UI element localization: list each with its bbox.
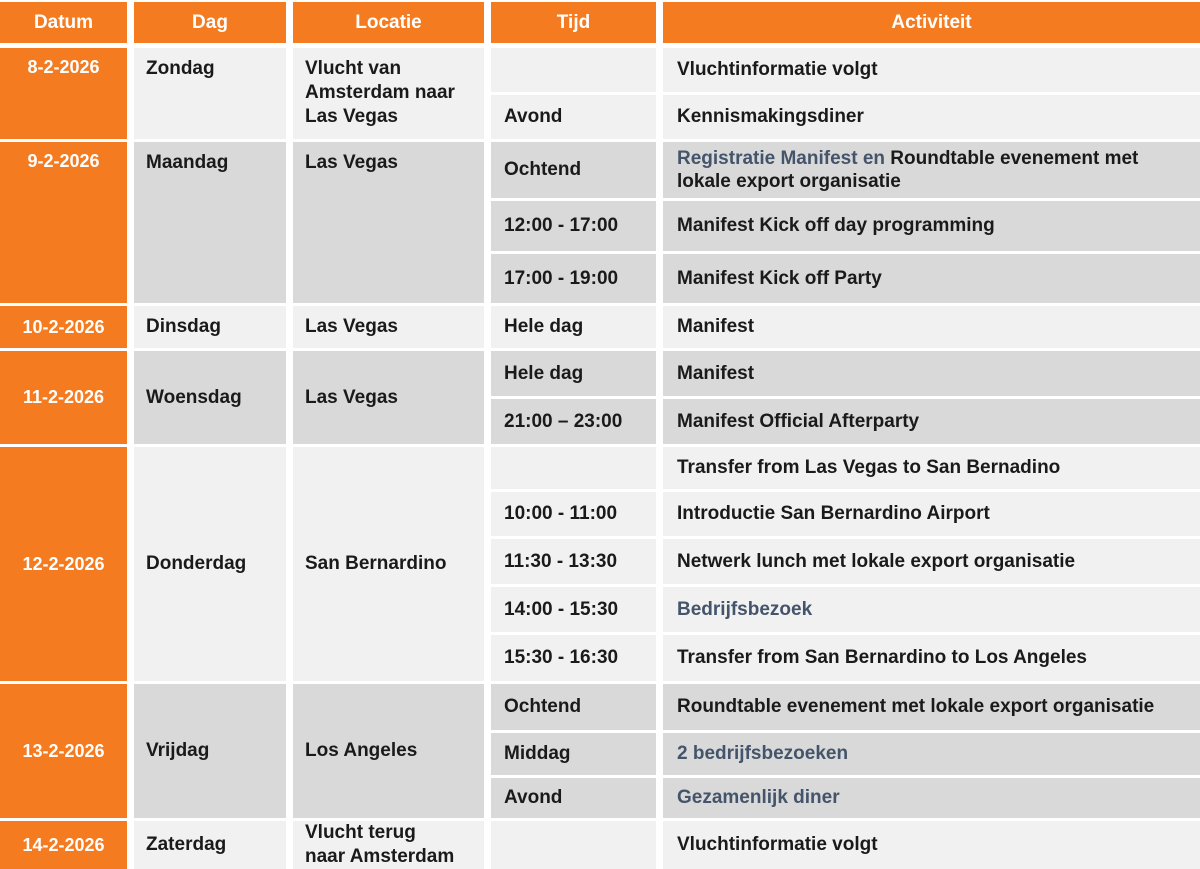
activity-text	[677, 598, 812, 621]
activity-cell	[663, 351, 1200, 396]
activity-text-part: Gezamenlijk diner	[677, 787, 840, 809]
activity-text-part: 2 bedrijfsbezoeken	[677, 743, 849, 765]
activity-cell	[663, 447, 1200, 489]
schedule-subrow	[491, 492, 1200, 536]
activity-text-part: Bedrijfsbezoek	[677, 598, 813, 620]
date-group-row	[0, 821, 1200, 869]
day-cell: Woensdag	[134, 351, 286, 444]
day-cell: Zondag	[134, 48, 286, 139]
activity-cell	[663, 492, 1200, 536]
activity-text-part: Registratie Manifest en	[677, 147, 891, 169]
activity-text	[677, 742, 848, 765]
time-cell: Avond	[491, 95, 656, 139]
activity-text	[677, 214, 995, 237]
activity-text-part: Vluchtinformatie volgt	[677, 834, 878, 856]
table-header-row	[0, 2, 1200, 43]
subrow-stack	[491, 684, 1200, 818]
header-cell-activiteit: Activiteit	[663, 2, 1200, 43]
time-cell	[491, 48, 656, 92]
activity-text	[677, 147, 1180, 194]
activity-cell	[663, 254, 1200, 303]
activity-text-part: Transfer from Las Vegas to San Bernadino	[677, 457, 1061, 479]
schedule-subrow	[491, 587, 1200, 632]
schedule-subrow	[491, 447, 1200, 489]
activity-text-part: Transfer from San Bernardino to Los Angeles	[677, 647, 1087, 669]
activity-cell	[663, 95, 1200, 139]
activity-text-part: Kennismakingsdiner	[677, 106, 864, 128]
subrow-stack	[491, 351, 1200, 444]
day-cell: Maandag	[134, 142, 286, 303]
date-cell: 8-2-2026	[0, 48, 127, 139]
date-group-row	[0, 447, 1200, 681]
activity-text-part: Roundtable evenement met lokale export organisatie	[677, 147, 1139, 192]
activity-text	[677, 502, 990, 525]
day-cell: Donderdag	[134, 447, 286, 681]
activity-text	[677, 456, 1060, 479]
activity-text	[677, 410, 919, 433]
time-cell: 12:00 - 17:00	[491, 201, 656, 251]
activity-text	[677, 646, 1087, 669]
activity-text-part: Manifest Official Afterparty	[677, 410, 920, 432]
time-cell: Middag	[491, 733, 656, 775]
activity-text-part: Manifest Kick off day programming	[677, 215, 995, 237]
date-group-row	[0, 142, 1200, 303]
location-cell: Vlucht terug naar Amsterdam	[293, 821, 484, 869]
activity-cell	[663, 635, 1200, 681]
activity-text	[677, 58, 878, 81]
schedule-subrow	[491, 95, 1200, 139]
schedule-subrow	[491, 821, 1200, 869]
time-cell: Hele dag	[491, 351, 656, 396]
subrow-stack	[491, 821, 1200, 869]
activity-cell	[663, 778, 1200, 818]
date-group-row	[0, 48, 1200, 139]
subrow-stack	[491, 48, 1200, 139]
day-cell: Vrijdag	[134, 684, 286, 818]
schedule-subrow	[491, 48, 1200, 92]
activity-cell	[663, 142, 1200, 198]
time-cell: 15:30 - 16:30	[491, 635, 656, 681]
location-cell: Las Vegas	[293, 306, 484, 348]
activity-cell	[663, 201, 1200, 251]
activity-cell	[663, 306, 1200, 348]
activity-cell	[663, 821, 1200, 869]
activity-cell	[663, 733, 1200, 775]
activity-cell	[663, 684, 1200, 730]
schedule-subrow	[491, 142, 1200, 198]
time-cell: Avond	[491, 778, 656, 818]
time-cell	[491, 821, 656, 869]
day-cell: Dinsdag	[134, 306, 286, 348]
activity-cell	[663, 587, 1200, 632]
activity-text-part: Vluchtinformatie volgt	[677, 59, 878, 81]
time-cell: Ochtend	[491, 142, 656, 198]
schedule-subrow	[491, 201, 1200, 251]
header-cell-locatie: Locatie	[293, 2, 484, 43]
time-cell	[491, 447, 656, 489]
location-cell: Los Angeles	[293, 684, 484, 818]
table-body	[0, 48, 1200, 869]
activity-text	[677, 362, 754, 385]
subrow-stack	[491, 447, 1200, 681]
time-cell: 14:00 - 15:30	[491, 587, 656, 632]
activity-text-part: Manifest	[677, 316, 755, 338]
schedule-subrow	[491, 351, 1200, 396]
date-group-row	[0, 306, 1200, 348]
time-cell: Hele dag	[491, 306, 656, 348]
activity-text	[677, 550, 1075, 573]
date-group-row	[0, 684, 1200, 818]
subrow-stack	[491, 306, 1200, 348]
activity-text	[677, 267, 882, 290]
activity-text	[677, 833, 878, 856]
schedule-subrow	[491, 399, 1200, 444]
activity-text-part: Netwerk lunch met lokale export organisatie	[677, 550, 1076, 572]
date-group-row	[0, 351, 1200, 444]
date-cell: 11-2-2026	[0, 351, 127, 444]
location-cell: Las Vegas	[293, 351, 484, 444]
time-cell: 10:00 - 11:00	[491, 492, 656, 536]
schedule-subrow	[491, 306, 1200, 348]
activity-cell	[663, 48, 1200, 92]
header-cell-dag: Dag	[134, 2, 286, 43]
time-cell: 11:30 - 13:30	[491, 539, 656, 584]
activity-text	[677, 695, 1154, 718]
date-cell: 12-2-2026	[0, 447, 127, 681]
activity-text-part: Roundtable evenement met lokale export organisatie	[677, 696, 1155, 718]
schedule-subrow	[491, 635, 1200, 681]
schedule-subrow	[491, 684, 1200, 730]
schedule-subrow	[491, 778, 1200, 818]
header-cell-tijd: Tijd	[491, 2, 656, 43]
activity-text	[677, 786, 840, 809]
time-cell: 17:00 - 19:00	[491, 254, 656, 303]
subrow-stack	[491, 142, 1200, 303]
activity-cell	[663, 399, 1200, 444]
activity-text-part: Manifest Kick off Party	[677, 267, 882, 289]
activity-cell	[663, 539, 1200, 584]
schedule-subrow	[491, 539, 1200, 584]
location-cell: San Bernardino	[293, 447, 484, 681]
activity-text	[677, 315, 754, 338]
date-cell: 9-2-2026	[0, 142, 127, 303]
time-cell: 21:00 – 23:00	[491, 399, 656, 444]
activity-text-part: Manifest	[677, 362, 755, 384]
time-cell: Ochtend	[491, 684, 656, 730]
date-cell: 10-2-2026	[0, 306, 127, 348]
schedule-subrow	[491, 254, 1200, 303]
header-cell-datum: Datum	[0, 2, 127, 43]
day-cell: Zaterdag	[134, 821, 286, 869]
schedule-subrow	[491, 733, 1200, 775]
activity-text-part: Introductie San Bernardino Airport	[677, 503, 990, 525]
location-cell: Las Vegas	[293, 142, 484, 303]
date-cell: 13-2-2026	[0, 684, 127, 818]
date-cell: 14-2-2026	[0, 821, 127, 869]
location-cell: Vlucht van Amsterdam naar Las Vegas	[293, 48, 484, 139]
activity-text	[677, 105, 864, 128]
